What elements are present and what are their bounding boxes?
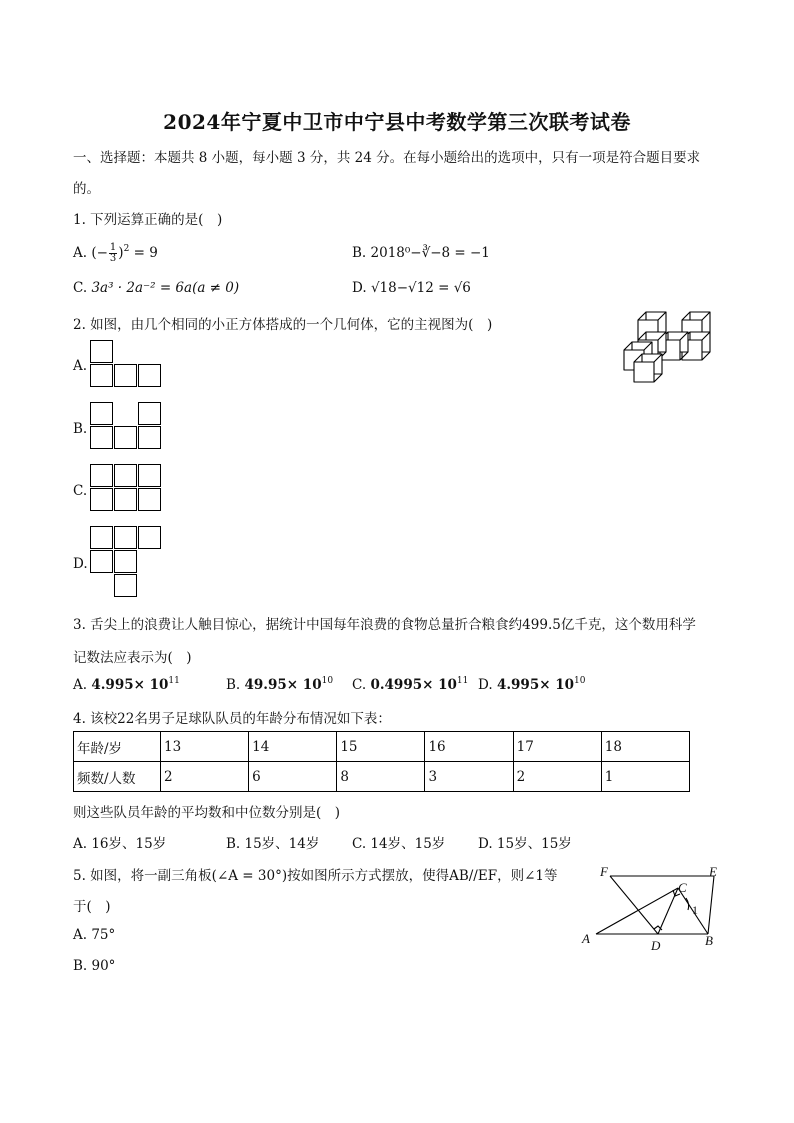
- q1-option-a[interactable]: A. (− $\frac{1}{3}$ )$^2$ = 9: [73, 242, 158, 264]
- q1-option-b[interactable]: [352, 245, 490, 261]
- table-cell: 2: [513, 762, 601, 792]
- q1-a-label: A.: [73, 245, 88, 261]
- table-cell: 3: [425, 762, 513, 792]
- q4-option-a[interactable]: A. 16岁、15岁: [73, 836, 167, 852]
- table-cell: 17: [513, 732, 601, 762]
- q1-c-label: C.: [73, 280, 88, 296]
- label-f: F: [600, 864, 608, 879]
- q5-option-b[interactable]: B. 90°: [73, 958, 116, 974]
- q3-option-a[interactable]: A. $4.995\times 10^{11}$: [73, 676, 180, 693]
- q1-b-text: 2018⁰−∛−8 = −1: [370, 245, 490, 261]
- label-e: E: [709, 864, 717, 879]
- q1-option-d[interactable]: [352, 280, 471, 296]
- table-cell: 8: [337, 762, 425, 792]
- line-fd: [610, 876, 658, 934]
- q2-option-a-label[interactable]: A.: [73, 358, 88, 374]
- q4-option-c[interactable]: C. 14岁、15岁: [352, 836, 446, 852]
- q4-question: 则这些队员年龄的平均数和中位数分别是( ): [73, 805, 341, 821]
- age-frequency-table: [73, 731, 690, 792]
- q2-stem: 2. 如图，由几个相同的小正方体搭成的一个几何体，它的主视图为( ): [73, 317, 493, 333]
- q5-stem-cont: 于( ): [73, 899, 111, 915]
- line-ac: [596, 888, 678, 934]
- section-instructions: 一、选择题：本题共 8 小题，每小题 3 分，共 24 分。在每小题给出的选项中，只有一项是符合题目要求: [73, 150, 701, 166]
- q1-d-text: √18−√12 = √6: [370, 280, 471, 296]
- q2-option-d-label[interactable]: D.: [73, 556, 88, 572]
- table-cell: 1: [601, 762, 689, 792]
- label-d: D: [651, 938, 661, 953]
- q3-stem-cont: 记数法应表示为( ): [73, 650, 192, 666]
- q1-stem: 1. 下列运算正确的是( ): [73, 212, 223, 228]
- q5-option-a[interactable]: A. 75°: [73, 927, 116, 943]
- cube: [634, 354, 662, 382]
- triangle-figure: [578, 862, 728, 954]
- label-angle-1: 1: [692, 903, 698, 917]
- label-c: C: [678, 880, 687, 895]
- q1-option-c[interactable]: [73, 280, 239, 296]
- q1-a-exp: 2: [123, 244, 130, 254]
- table-cell: 频数/人数: [74, 762, 161, 792]
- label-b: B: [705, 933, 713, 948]
- exam-title: 2024年宁夏中卫市中宁县中考数学第三次联考试卷: [163, 110, 631, 134]
- q3-option-c[interactable]: C. $0.4995\times 10^{11}$: [352, 676, 469, 693]
- q1-a-text: = 9: [133, 245, 158, 261]
- section-instructions-cont: 的。: [73, 181, 100, 197]
- cube-stack-figure: [620, 308, 724, 390]
- q3-option-b[interactable]: B. $49.95\times 10^{10}$: [226, 676, 334, 693]
- q2-option-b-label[interactable]: B.: [73, 421, 88, 437]
- table-cell: 年龄/岁: [74, 732, 161, 762]
- label-a: A: [582, 931, 590, 946]
- q1-c-text: 3a³ · 2a⁻² = 6a(a ≠ 0): [91, 280, 240, 296]
- q1-d-label: D.: [352, 280, 367, 296]
- q4-stem: 4. 该校22名男子足球队队员的年龄分布情况如下表：: [73, 711, 391, 727]
- table-row: [74, 762, 690, 792]
- q4-option-d[interactable]: D. 15岁、15岁: [478, 836, 572, 852]
- table-cell: 18: [601, 732, 689, 762]
- q5-stem: 5. 如图，将一副三角板(∠A = 30°)按如图所示方式摆放，使得AB//EF，则∠1等: [73, 868, 558, 884]
- q1-b-label: B.: [352, 245, 367, 261]
- q1-a-fraction: $\frac{1}{3}$: [109, 242, 117, 264]
- table-cell: 6: [249, 762, 337, 792]
- table-cell: 13: [161, 732, 249, 762]
- q2-option-c-label[interactable]: C.: [73, 483, 88, 499]
- q4-option-b[interactable]: B. 15岁、14岁: [226, 836, 320, 852]
- table-row: [74, 732, 690, 762]
- line-eb: [708, 876, 714, 934]
- table-cell: 15: [337, 732, 425, 762]
- q3-option-d[interactable]: D. $4.995\times 10^{10}$: [478, 676, 586, 693]
- q3-stem: 3. 舌尖上的浪费让人触目惊心，据统计中国每年浪费的食物总量折合粮食约499.5亿千克，这个数用科学: [73, 617, 696, 633]
- angle-1-arc: [686, 898, 689, 910]
- table-cell: 2: [161, 762, 249, 792]
- table-cell: 16: [425, 732, 513, 762]
- table-cell: 14: [249, 732, 337, 762]
